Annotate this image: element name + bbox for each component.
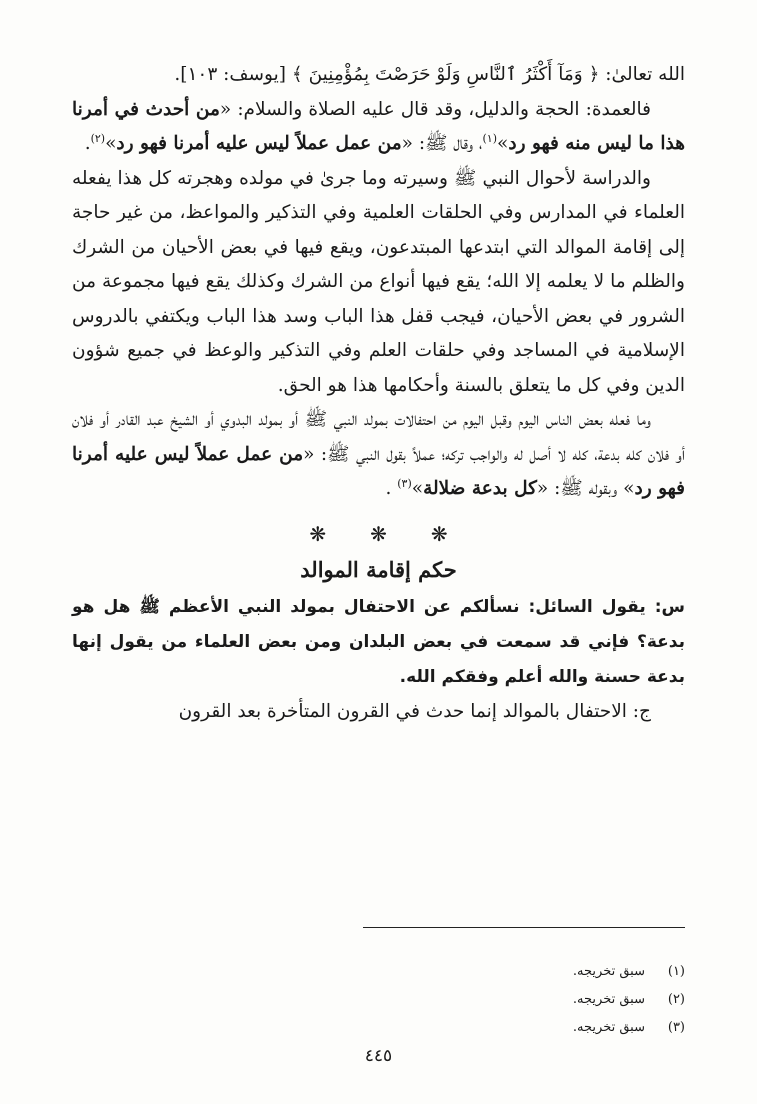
asterism-icon: ❋ <box>430 521 448 546</box>
paragraph-1 <box>72 93 685 162</box>
question-paragraph: س: يقول السائل: نسألكم عن الاحتفال بمولد النبي الأعظم ﷺ هل هو بدعة؟ فإني قد سمعت في بعض البلدان ومن بعض العلماء من يقول إنها بدعة حسنة والله أعلم وفقكم الله. <box>72 596 685 687</box>
footnotes <box>573 958 685 1042</box>
text-run: . <box>84 133 91 154</box>
verse-reference: [يوسف: ١٠٣]. <box>174 64 292 85</box>
footnote-number: (٢) <box>667 992 685 1007</box>
text-run: » وبقوله ﷺ: « <box>536 478 635 499</box>
footnote-separator <box>363 927 685 928</box>
verse-intro: الله تعالىٰ: <box>599 64 685 85</box>
footnote-number: (١) <box>667 964 685 979</box>
hadith-text: من عمل عملاً ليس عليه أمرنا فهو رد <box>116 133 402 154</box>
footnote-text: سبق تخريجه. <box>572 964 645 979</box>
footnote-marker: (٣) <box>397 476 412 490</box>
hadith-text: من عمل عملاً ليس عليه أمرنا فهو رد <box>72 443 685 499</box>
asterism-icon: ❋ <box>309 521 327 546</box>
text-run: » <box>497 133 509 154</box>
footnote-item <box>573 986 685 1014</box>
quran-verse: ﴿ وَمَآ أَكْثَرُ ٱلنَّاسِ وَلَوْ حَرَصْتَ بِمُؤْمِنِينَ ﴾ <box>291 64 600 85</box>
section-heading: حكم إقامة الموالد <box>300 557 457 582</box>
main-text <box>72 58 685 729</box>
text-run: فالعمدة: الحجة والدليل، وقد قال عليه الصلاة والسلام: « <box>219 98 651 120</box>
paragraph-verse <box>72 58 685 93</box>
text-run: وما فعله بعض الناس اليوم وقبل اليوم من احتفالات بمولد النبي ﷺ أو بمولد البدوي أو الشيخ عبد القادر أو فلان أو فلان كله بدعة، كله لا أصل له والواجب تركه؛ عملاً بقول النبي ﷺ: « <box>72 409 685 465</box>
text-run: » <box>411 478 424 499</box>
text-run: . <box>385 478 398 499</box>
footnote-text: سبق تخريجه. <box>572 1020 645 1035</box>
page-number: ٤٤٥ <box>364 1046 393 1066</box>
paragraph-3 <box>72 403 685 507</box>
text-run: ، وقال ﷺ: « <box>401 133 483 154</box>
footnote-item <box>573 1014 685 1042</box>
footnote-text: سبق تخريجه. <box>572 992 645 1007</box>
footnote-marker: (٢) <box>90 131 106 145</box>
footnote-item <box>573 958 685 986</box>
text-run: » <box>105 133 117 154</box>
answer-paragraph: ج: الاحتفال بالموالد إنما حدث في القرون المتأخرة بعد القرون <box>178 700 651 722</box>
hadith-text: كل بدعة ضلالة <box>423 478 537 499</box>
paragraph-2: والدراسة لأحوال النبي ﷺ وسيرته وما جرىٰ في مولده وهجرته كل هذا يفعله العلماء في المدارس وفي الحلقات العلمية وفي التذكير والمواعظ، من غير حاجة إلى إقامة الموالد التي ابتدعها المبتدعون، ويقع فيها في بعض الأحيان من الشرك والظلم ما لا يعلمه إلا الله؛ يقع فيها أنواع من الشرك وكذلك يقع فيها مجموعة من الشرور في بعض الأحيان، فيجب قفل هذا الباب وسد هذا الباب ويكتفي بالدروس الإسلامية في المساجد وفي حلقات العلم وفي التذكير والوعظ في جميع شؤون الدين وفي كل ما يتعلق بالسنة وأحكامها هذا هو الحق. <box>72 167 685 396</box>
section-divider <box>72 517 685 552</box>
asterism-icon: ❋ <box>370 521 387 546</box>
hadith-text: من أحدث في أمرنا هذا ما ليس منه فهو رد <box>72 98 685 154</box>
footnote-marker: (١) <box>482 131 497 145</box>
footnote-number: (٣) <box>667 1020 685 1035</box>
